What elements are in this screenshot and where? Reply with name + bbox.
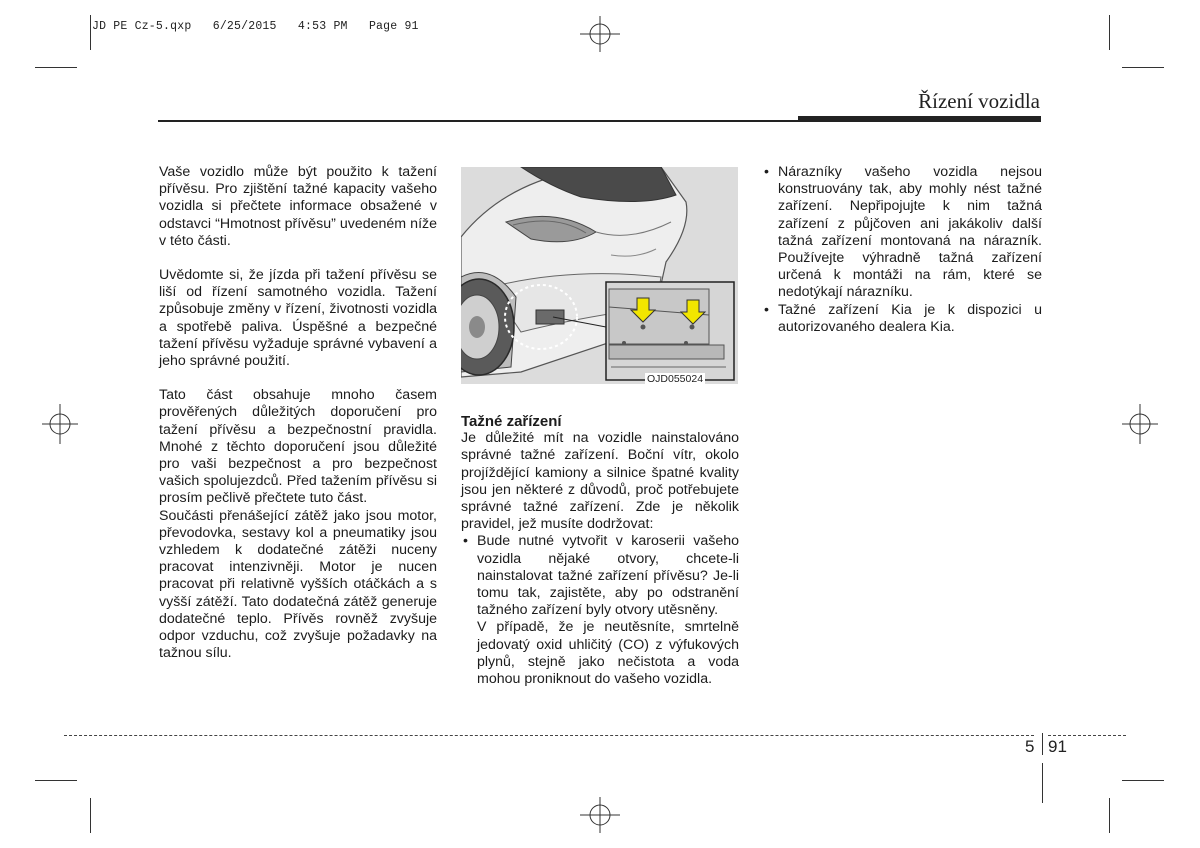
paragraph-hitch-intro: Je důležité mít na vozidle nainstalováno správné tažné zařízení. Boční vítr, okolo projíždějící kamiony a silnice špatné kvality jsou jen některé z důvodů, proč potřebujete správné tažné zařízení. Zde je několik pravidel, jež musíte dodržovat: xyxy=(461,430,739,533)
column-middle xyxy=(461,413,739,688)
header-rule xyxy=(158,120,798,122)
list-item: • Bude nutné vytvořit v karoserii vašeho vozidla nějaké otvory, chcete-li nainstalovat tažné zařízení přívěsu? Je-li tomu tak, zajistěte, aby po odstranění tažného zařízení byly otvory utěsněny. xyxy=(461,533,739,619)
paragraph-recommendations: Tato část obsahuje mnoho časem prověřených důležitých doporučení pro tažení přívěsu a bezpečnostní pravidla. Mnohé z těchto doporučení jsou důležité pro vaši bezpečnost a pro bezpečnost vašich spolujezdců. Před tažením přívěsu si prosím pečlivě přečtete tuto část. xyxy=(159,387,437,507)
car-rear-illustration xyxy=(461,167,738,384)
registration-mark-top xyxy=(578,14,622,54)
registration-mark-right xyxy=(1120,402,1160,446)
footer-dashed-rule-right xyxy=(1048,735,1126,736)
paragraph-intro: Vaše vozidlo může být použito k tažení přívěsu. Pro zjištění tažné kapacity vašeho vozidla si přečtete informace obsažené v odstavci “Hmotnost přívěsu” uvedeném níže v této části. xyxy=(159,164,437,249)
section-heading: Tažné zařízení xyxy=(461,413,562,430)
list-item: • Tažné zařízení Kia je k dispozici u autorizovaného dealera Kia. xyxy=(762,302,1042,336)
section-title: Řízení vozidla xyxy=(918,89,1040,113)
paragraph-driving-difference: Uvědomte si, že jízda při tažení přívěsu se liší od řízení samotného vozidla. Tažení způsobuje změny v řízení, životnosti vozidla a spotřebě paliva. Úspěšné a bezpečné tažení přívěsu vyžaduje správné vybavení a jeho správné použití. xyxy=(159,267,437,370)
column-right xyxy=(762,164,1042,336)
registration-mark-left xyxy=(40,402,80,446)
bumper-rules-list xyxy=(762,164,1042,336)
page-number-divider xyxy=(1042,733,1043,755)
column-left xyxy=(159,164,437,662)
footer-dashed-rule xyxy=(64,735,1034,736)
figure-code: OJD055024 xyxy=(647,373,704,385)
paragraph-load-components: Součásti přenášející zátěž jako jsou motor, převodovka, sestavy kol a pneumatiky jsou vzhledem k dodatečné zátěži nuceny pracovat intenzivněji. Motor je nucen pracovat při relativně vyšších otáčkách a s vyšší zátěží. Tato dodatečná zátěž generuje dodatečné teplo. Přívěs rovněž zvyšuje odpor vzduchu, což zvyšuje požadavky na tažnou sílu. xyxy=(159,507,437,662)
paragraph-co-warning: V případě, že je neutěsníte, smrtelně jedovatý oxid uhličitý (CO) z výfukových plynů, stejně jako nečistota a voda mohou proniknout do vašeho vozidla. xyxy=(477,619,739,688)
list-item: • Nárazníky vašeho vozidla nejsou konstruovány tak, aby mohly nést tažné zařízení. Nepřipojujte k nim tažná zařízení z půjčoven ani jakákoliv další tažná zařízení montovaná na nárazník. Používejte výhradně tažná zařízení určená k montáži na rám, které se nedotýkají nárazníku. xyxy=(762,164,1042,302)
print-slug: JD PE Cz-5.qxp 6/25/2015 4:53 PM Page 91 xyxy=(92,20,419,33)
hitch-rules-list xyxy=(461,533,739,619)
page-number: 91 xyxy=(1048,737,1067,756)
header-rule-accent xyxy=(798,116,1041,122)
registration-mark-bottom xyxy=(578,795,622,835)
section-number: 5 xyxy=(1025,737,1035,756)
tow-hitch-figure xyxy=(461,167,738,384)
